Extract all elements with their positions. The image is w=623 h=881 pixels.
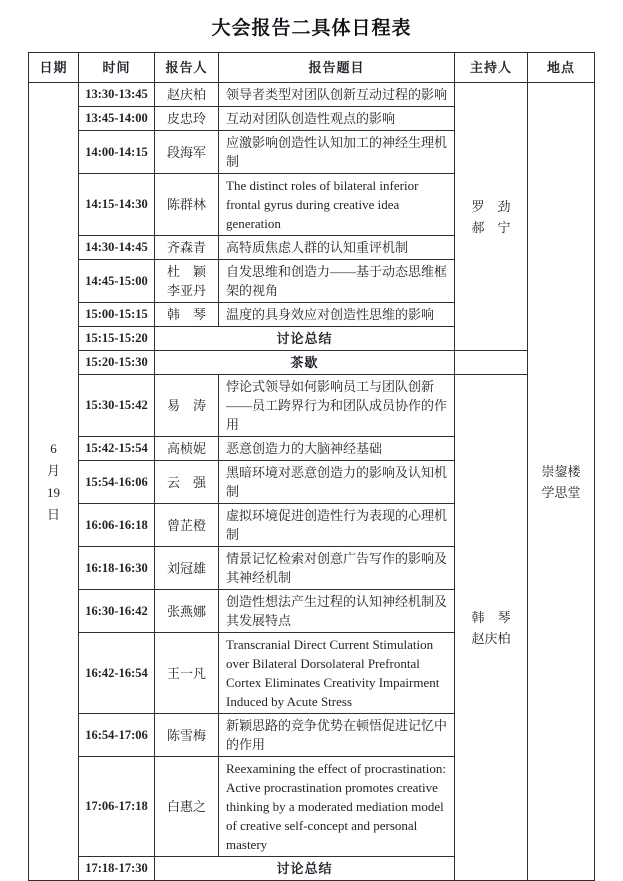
topic-cell: Reexamining the effect of procrastination: Active procrastination promotes creative thinking by a moderated mediation model of creative self-concept and personal mastery [219, 757, 455, 857]
time-cell: 15:15-15:20 [79, 327, 155, 351]
talk-row [29, 83, 595, 107]
time-cell: 15:54-16:06 [79, 461, 155, 504]
speaker-cell: 王一凡 [155, 633, 219, 714]
topic-cell: 高特质焦虑人群的认知重评机制 [219, 236, 455, 260]
topic-cell: 创造性想法产生过程的认知神经机制及其发展特点 [219, 590, 455, 633]
location-line: 学思堂 [541, 484, 581, 500]
time-cell: 17:06-17:18 [79, 757, 155, 857]
break-cell: 茶歇 [155, 351, 455, 375]
col-header-date: 日期 [29, 53, 79, 83]
col-header-speaker: 报告人 [155, 53, 219, 83]
speaker-cell: 陈群林 [155, 174, 219, 236]
topic-cell: 恶意创造力的大脑神经基础 [219, 437, 455, 461]
speaker-cell: 高桢妮 [155, 437, 219, 461]
time-cell: 16:18-16:30 [79, 547, 155, 590]
time-cell: 16:42-16:54 [79, 633, 155, 714]
talk-row [29, 375, 595, 437]
col-header-location: 地点 [528, 53, 595, 83]
host-gap-cell [455, 351, 528, 375]
host-name: 郝 宁 [471, 219, 511, 235]
speaker-cell: 齐森青 [155, 236, 219, 260]
host-cell-session1 [455, 83, 528, 351]
time-cell: 16:54-17:06 [79, 714, 155, 757]
topic-cell: 悖论式领导如何影响员工与团队创新——员工跨界行为和团队成员协作的作用 [219, 375, 455, 437]
time-cell: 14:15-14:30 [79, 174, 155, 236]
date-line: 日 [46, 506, 60, 522]
time-cell: 13:45-14:00 [79, 107, 155, 131]
topic-cell: 自发思维和创造力——基于动态思维框架的视角 [219, 260, 455, 303]
speaker-cell [155, 260, 219, 303]
topic-cell: 虚拟环境促进创造性行为表现的心理机制 [219, 504, 455, 547]
time-cell: 17:18-17:30 [79, 857, 155, 881]
speaker-cell: 段海军 [155, 131, 219, 174]
speaker-cell: 赵庆柏 [155, 83, 219, 107]
topic-cell: Transcranial Direct Current Stimulation over Bilateral Dorsolateral Prefrontal Cortex Eliminates Creativity Impairment Induced by Acute Stress [219, 633, 455, 714]
location-line: 崇鋆楼 [541, 463, 581, 479]
speaker-cell: 刘冠雄 [155, 547, 219, 590]
location-cell [528, 83, 595, 881]
topic-cell: 领导者类型对团队创新互动过程的影响 [219, 83, 455, 107]
col-header-host: 主持人 [455, 53, 528, 83]
topic-cell: 温度的具身效应对创造性思维的影响 [219, 303, 455, 327]
topic-cell: The distinct roles of bilateral inferior frontal gyrus during creative idea generation [219, 174, 455, 236]
time-cell: 15:30-15:42 [79, 375, 155, 437]
date-line: 6 [50, 440, 57, 456]
host-cell-session2 [455, 375, 528, 881]
topic-cell: 情景记忆检索对创意广告写作的影响及其神经机制 [219, 547, 455, 590]
date-line: 月 [46, 462, 60, 478]
break-row [29, 351, 595, 375]
speaker-name: 李亚丹 [166, 283, 206, 298]
speaker-cell: 皮忠玲 [155, 107, 219, 131]
time-cell: 16:06-16:18 [79, 504, 155, 547]
document-page [0, 13, 623, 876]
topic-cell: 黑暗环境对恶意创造力的影响及认知机制 [219, 461, 455, 504]
time-cell: 15:20-15:30 [79, 351, 155, 375]
schedule-table [28, 52, 595, 881]
topic-cell: 新颖思路的竞争优势在顿悟促进记忆中的作用 [219, 714, 455, 757]
col-header-time: 时间 [79, 53, 155, 83]
date-line: 19 [47, 484, 60, 500]
speaker-cell: 易 涛 [155, 375, 219, 437]
time-cell: 14:00-14:15 [79, 131, 155, 174]
time-cell: 14:30-14:45 [79, 236, 155, 260]
host-name: 韩 琴 [471, 609, 511, 625]
topic-cell: 互动对团队创造性观点的影响 [219, 107, 455, 131]
speaker-cell: 白惠之 [155, 757, 219, 857]
host-name: 罗 劲 [471, 198, 511, 214]
summary-cell: 讨论总结 [155, 327, 455, 351]
page-title: 大会报告二具体日程表 [211, 18, 412, 39]
time-cell: 15:42-15:54 [79, 437, 155, 461]
time-cell: 13:30-13:45 [79, 83, 155, 107]
time-cell: 14:45-15:00 [79, 260, 155, 303]
speaker-cell: 张燕娜 [155, 590, 219, 633]
summary-cell: 讨论总结 [155, 857, 455, 881]
speaker-cell: 韩 琴 [155, 303, 219, 327]
date-cell [29, 83, 79, 881]
col-header-topic: 报告题目 [219, 53, 455, 83]
speaker-name: 杜 颖 [166, 264, 206, 279]
speaker-cell: 陈雪梅 [155, 714, 219, 757]
topic-cell: 应激影响创造性认知加工的神经生理机制 [219, 131, 455, 174]
header-row [29, 53, 595, 83]
host-name: 赵庆柏 [471, 630, 511, 646]
time-cell: 15:00-15:15 [79, 303, 155, 327]
speaker-cell: 云 强 [155, 461, 219, 504]
time-cell: 16:30-16:42 [79, 590, 155, 633]
speaker-cell: 曾芷橙 [155, 504, 219, 547]
